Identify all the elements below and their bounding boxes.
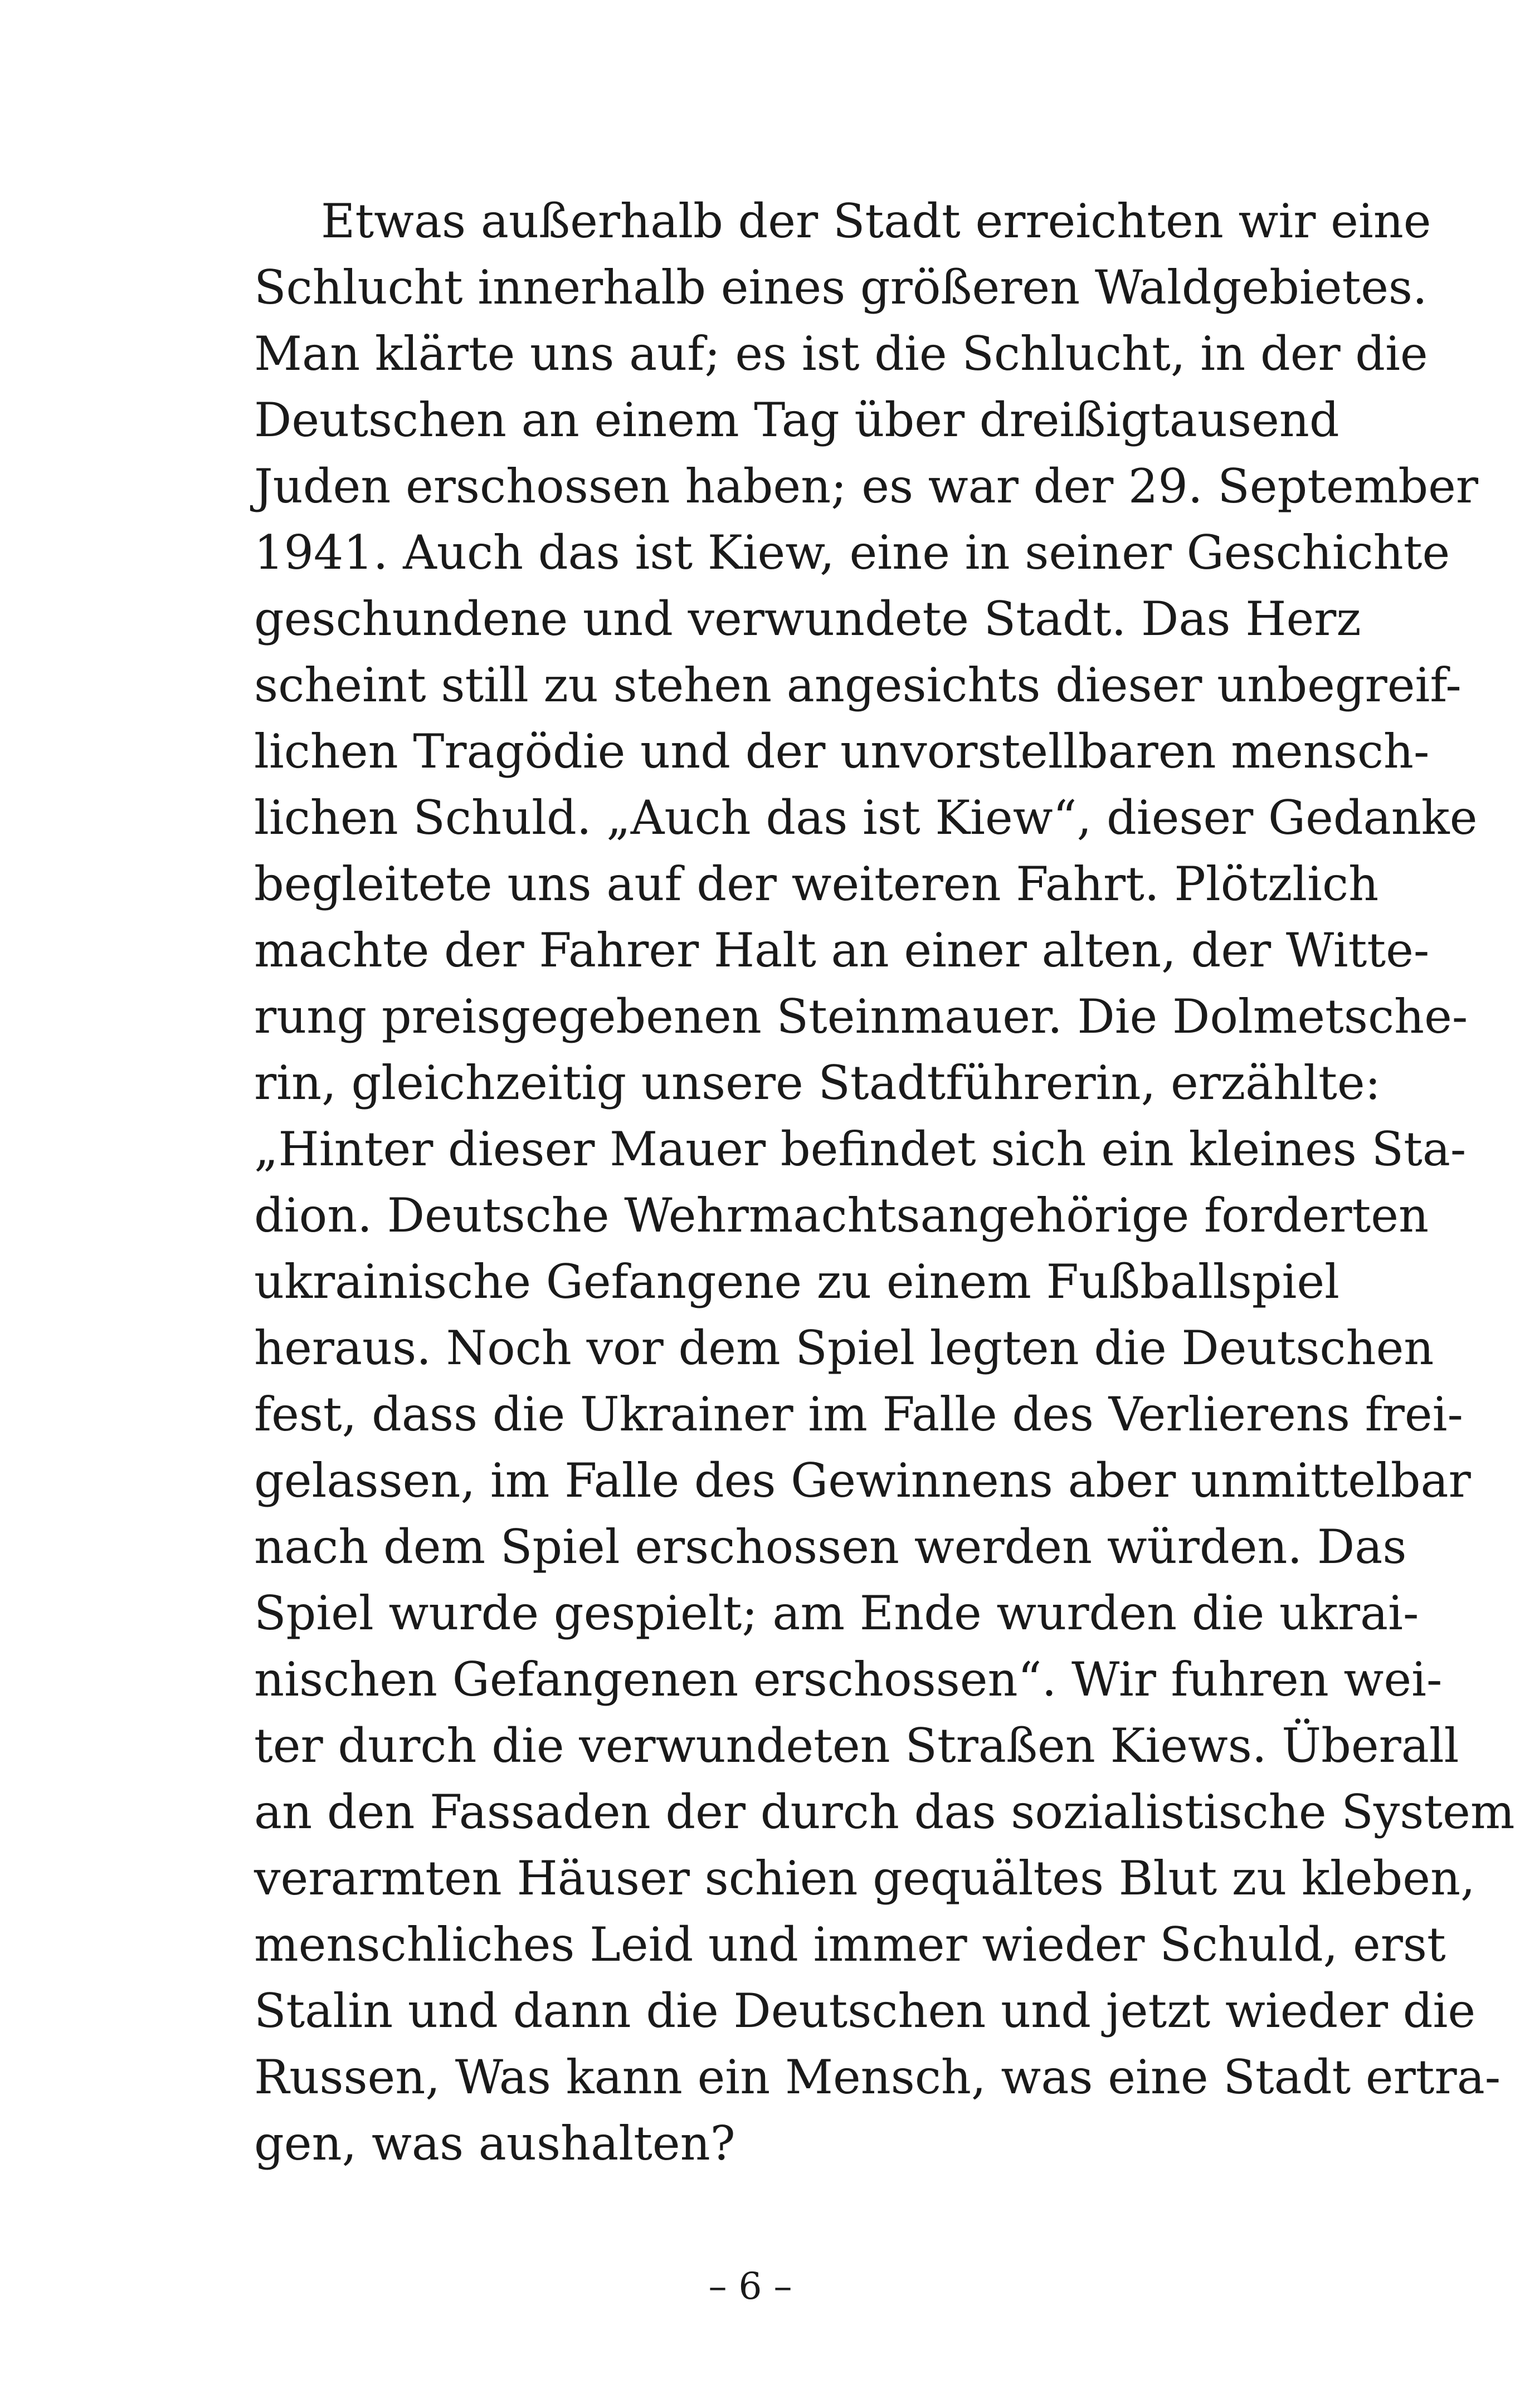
text-line: ukrainische Gefangene zu einem Fußballspiel bbox=[254, 1254, 1339, 1309]
page-number: – 6 – bbox=[708, 2265, 792, 2308]
text-line: an den Fassaden der durch das sozialistische System bbox=[254, 1785, 1515, 1839]
text-line: fest, dass die Ukrainer im Falle des Verlierens frei- bbox=[254, 1387, 1463, 1442]
text-line: gelassen, im Falle des Gewinnens aber unmittelbar bbox=[254, 1453, 1471, 1508]
text-line: gen, was aushalten? bbox=[254, 2116, 735, 2171]
text-line: geschundene und verwundete Stadt. Das Herz bbox=[254, 592, 1361, 646]
text-line: machte der Fahrer Halt an einer alten, der Witte- bbox=[254, 923, 1430, 978]
text-line: lichen Tragödie und der unvorstellbaren mensch- bbox=[254, 724, 1430, 779]
text-line: rung preisgegebenen Steinmauer. Die Dolmetsche- bbox=[254, 989, 1468, 1044]
text-line: heraus. Noch vor dem Spiel legten die Deutschen bbox=[254, 1321, 1434, 1375]
text-line: Schlucht innerhalb eines größeren Waldgebietes. bbox=[254, 260, 1428, 315]
text-line: Man klärte uns auf; es ist die Schlucht, in der die bbox=[254, 326, 1428, 381]
text-line: Deutschen an einem Tag über dreißigtausend bbox=[254, 393, 1339, 447]
text-line: nach dem Spiel erschossen werden würden. Das bbox=[254, 1520, 1407, 1574]
text-line: menschliches Leid und immer wieder Schuld, erst bbox=[254, 1917, 1446, 1972]
text-line: Etwas außerhalb der Stadt erreichten wir eine bbox=[321, 194, 1431, 248]
text-line: begleitete uns auf der weiteren Fahrt. Plötzlich bbox=[254, 857, 1379, 911]
text-line: Spiel wurde gespielt; am Ende wurden die ukrai- bbox=[254, 1586, 1419, 1640]
text-line: 1941. Auch das ist Kiew, eine in seiner Geschichte bbox=[254, 525, 1450, 580]
text-line: ter durch die verwundeten Straßen Kiews. Überall bbox=[254, 1718, 1459, 1773]
text-line: „Hinter dieser Mauer befindet sich ein kleines Sta- bbox=[254, 1122, 1467, 1176]
text-line: Juden erschossen haben; es war der 29. September bbox=[254, 459, 1479, 514]
text-line: scheint still zu stehen angesichts dieser unbegreif- bbox=[254, 658, 1462, 712]
text-line: dion. Deutsche Wehrmachtsangehörige forderten bbox=[254, 1188, 1429, 1243]
text-line: verarmten Häuser schien gequältes Blut zu kleben, bbox=[254, 1851, 1475, 1906]
text-line: rin, gleichzeitig unsere Stadtführerin, erzählte: bbox=[254, 1056, 1381, 1110]
text-line: Stalin und dann die Deutschen und jetzt wieder die bbox=[254, 1984, 1476, 2038]
text-line: nischen Gefangenen erschossen“. Wir fuhren wei- bbox=[254, 1652, 1443, 1707]
text-line: Russen, Was kann ein Mensch, was eine Stadt ertra- bbox=[254, 2050, 1501, 2104]
body-paragraph bbox=[254, 188, 1515, 2177]
text-line: lichen Schuld. „Auch das ist Kiew“, dieser Gedanke bbox=[254, 790, 1478, 845]
